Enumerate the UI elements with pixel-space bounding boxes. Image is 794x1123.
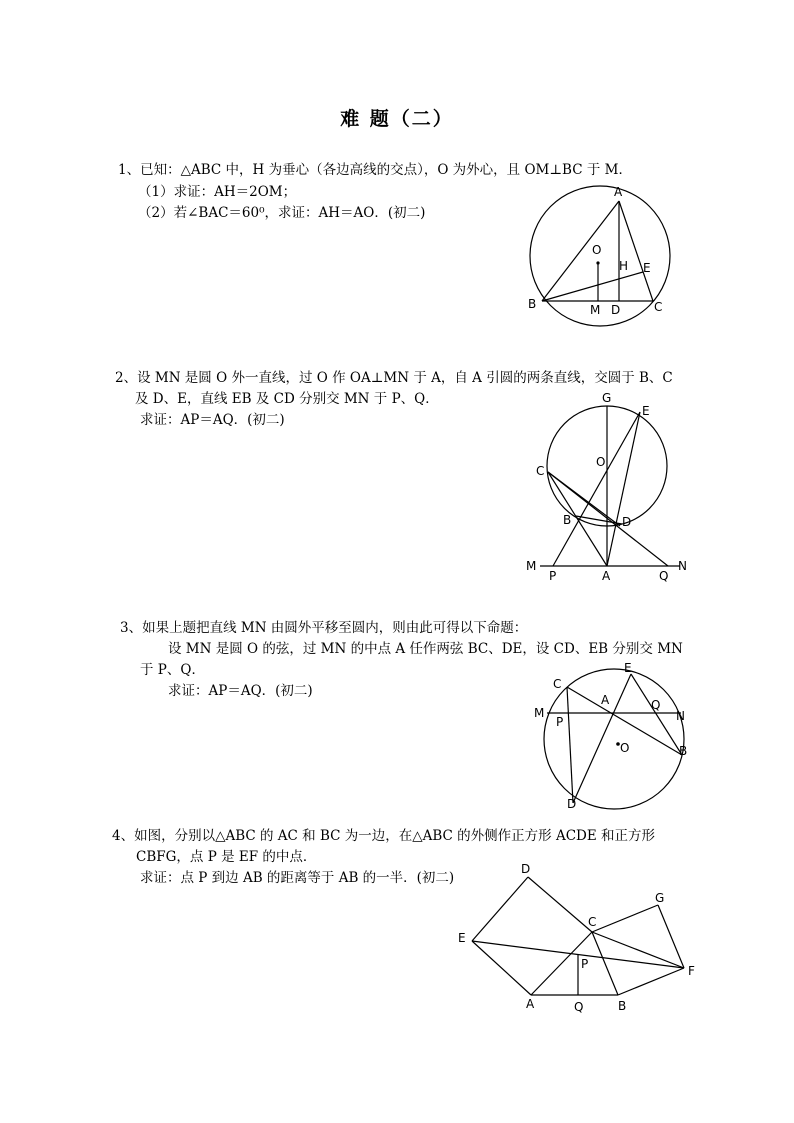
label-d: D xyxy=(567,797,577,811)
problem-2-prove: 求证：AP＝AQ．(初二) xyxy=(140,412,285,428)
label-n: N xyxy=(676,709,685,723)
label-e: E xyxy=(458,931,466,945)
problem-4-figure xyxy=(450,860,700,1020)
label-q: Q xyxy=(651,698,661,712)
side-ab xyxy=(542,201,619,301)
label-b: B xyxy=(679,744,688,758)
line-eb-p xyxy=(553,412,640,566)
problem-3-figure xyxy=(530,660,700,815)
label-o: O xyxy=(592,243,602,257)
line-eb xyxy=(631,674,682,755)
label-p: P xyxy=(549,569,557,583)
problem-3-proposition-cont: 于 P、Q． xyxy=(140,662,205,678)
label-c: C xyxy=(536,464,545,478)
label-o: O xyxy=(620,741,630,755)
problem-2-statement-cont: 及 D、E，直线 EB 及 CD 分别交 MN 于 P、Q． xyxy=(135,391,439,407)
label-c: C xyxy=(588,915,597,929)
label-q: Q xyxy=(659,569,669,583)
problem-3-prove: 求证：AP＝AQ．(初二) xyxy=(168,683,313,699)
problem-2-figure xyxy=(520,390,700,585)
label-a: A xyxy=(614,185,623,199)
triangle-bc xyxy=(592,932,618,995)
label-c: C xyxy=(654,300,663,314)
point-o xyxy=(596,261,599,264)
label-d: D xyxy=(622,515,632,529)
line-bd xyxy=(576,516,622,524)
label-d: D xyxy=(521,862,531,876)
label-m: M xyxy=(590,303,601,317)
label-c: C xyxy=(553,677,562,691)
problem-1-part-1: （1）求证：AH＝2OM； xyxy=(138,184,297,200)
label-b: B xyxy=(528,297,537,311)
label-b: B xyxy=(618,999,627,1013)
label-e: E xyxy=(624,661,632,675)
line-ae xyxy=(607,412,640,566)
label-p: P xyxy=(556,715,564,729)
problem-2-statement: 2、设 MN 是圆 O 外一直线，过 O 作 OA⊥MN 于 A，自 A 引圆的两条直线，交圆于 B、C xyxy=(115,370,673,386)
square-cbfg-cg xyxy=(592,905,658,932)
circle-o xyxy=(544,669,684,809)
label-g: G xyxy=(602,391,612,405)
label-d: D xyxy=(611,303,621,317)
label-n: N xyxy=(678,559,687,573)
label-q: Q xyxy=(574,1000,584,1014)
square-cbfg-fb xyxy=(618,968,684,995)
label-g: G xyxy=(655,891,665,905)
label-b: B xyxy=(563,513,572,527)
problem-4-statement: 4、如图，分别以△ABC 的 AC 和 BC 为一边，在△ABC 的外侧作正方形 ACDE 和正方形 xyxy=(112,828,656,844)
problem-4-statement-cont: CBFG，点 P 是 EF 的中点． xyxy=(136,849,317,865)
altitude-be xyxy=(542,272,643,301)
label-m: M xyxy=(534,706,545,720)
label-e: E xyxy=(642,404,650,418)
label-o: O xyxy=(596,455,606,469)
problem-3-proposition: 设 MN 是圆 O 的弦，过 MN 的中点 A 任作两弦 BC、DE，设 CD、EB 分别交 MN xyxy=(168,641,683,657)
square-acde-cd xyxy=(528,877,592,932)
line-cd xyxy=(567,687,573,803)
label-m: M xyxy=(526,559,537,573)
problem-3-statement: 3、如果上题把直线 MN 由圆外平移至圆内，则由此可得以下命题： xyxy=(120,620,528,636)
problem-1-statement: 1、已知：△ABC 中，H 为垂心（各边高线的交点），O 为外心，且 OM⊥BC 于 M． xyxy=(118,162,632,178)
label-a: A xyxy=(526,997,535,1011)
label-f: F xyxy=(688,964,695,978)
page-title: 难 题（二） xyxy=(340,108,454,130)
problem-4-prove: 求证：点 P 到边 AB 的距离等于 AB 的一半．(初二) xyxy=(140,870,455,886)
label-a: A xyxy=(602,569,611,583)
label-e: E xyxy=(643,261,651,275)
label-a: A xyxy=(601,693,610,707)
square-acde-de xyxy=(472,877,528,941)
problem-1-part-2: （2）若∠BAC＝60⁰，求证：AH＝AO．(初二) xyxy=(138,205,426,221)
label-p: P xyxy=(581,957,589,971)
square-acde-ea xyxy=(472,941,531,995)
problem-1-figure xyxy=(520,180,680,320)
label-h: H xyxy=(619,259,629,273)
square-cbfg-gf xyxy=(658,905,684,968)
side-ac xyxy=(619,201,653,301)
